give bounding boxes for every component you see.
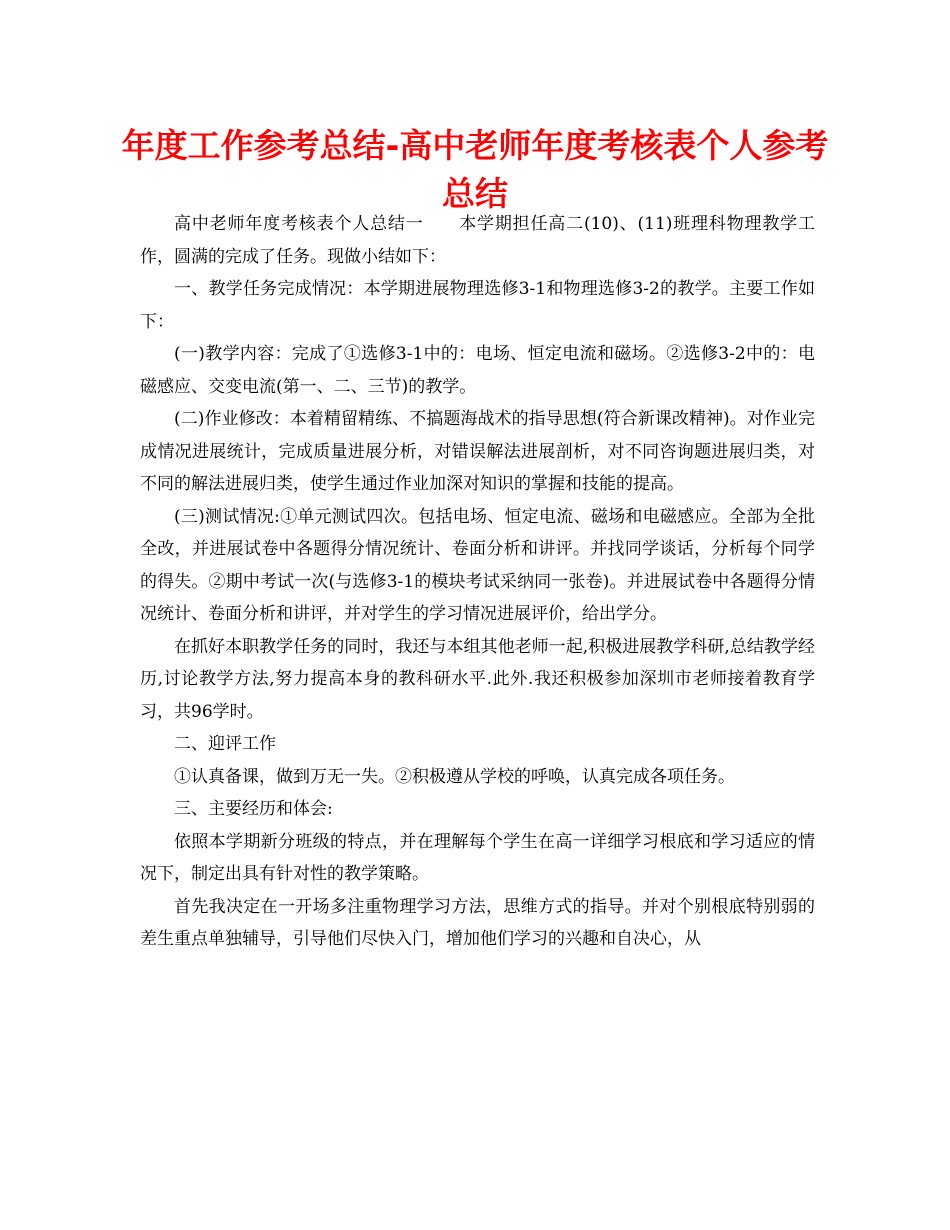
paragraph: 依照本学期新分班级的特点，并在理解每个学生在高一详细学习根底和学习适应的情况下，制定出具有针对性的教学策略。 <box>140 831 815 884</box>
paragraph: (二)作业修改：本着精留精练、不搞题海战术的指导思想(符合新课改精神)。对作业完成情况进展统计，完成质量进展分析，对错误解法进展剖析，对不同咨询题进展归类，对不同的解法进展归类，使学生通过作业加深对知识的掌握和技能的提高。 <box>140 409 815 494</box>
paragraph: 一、教学任务完成情况：本学期进展物理选修3-1和物理选修3-2的教学。主要工作如下： <box>140 279 815 332</box>
paragraph: (一)教学内容：完成了①选修3-1中的：电场、恒定电流和磁场。②选修3-2中的：电磁感应、交变电流(第一、二、三节)的教学。 <box>140 344 815 397</box>
document-body <box>140 208 815 956</box>
paragraph: 首先我决定在一开场多注重物理学习方法，思维方式的指导。并对个别根底特别弱的差生重点单独辅导，引导他们尽快入门，增加他们学习的兴趣和自决心，从 <box>140 896 815 949</box>
paragraph: 高中老师年度考核表个人总结一 本学期担任高二(10)、(11)班理科物理教学工作，圆满的完成了任务。现做小结如下： <box>140 214 815 267</box>
section-heading: 三、主要经历和体会: <box>174 799 333 819</box>
paragraph: ①认真备课，做到万无一失。②积极遵从学校的呼唤，认真完成各项任务。 <box>174 766 735 787</box>
paragraph: 在抓好本职教学任务的同时，我还与本组其他老师一起,积极进展教学科研,总结教学经历,讨论教学方法,努力提高本身的教科研水平.此外.我还积极参加深圳市老师接着教育学习，共96学时。 <box>140 636 815 722</box>
section-heading: 二、迎评工作 <box>174 734 276 754</box>
document-title: 年度工作参考总结-高中老师年度考核表个人参考总结 <box>121 126 829 213</box>
paragraph: (三)测试情况:①单元测试四次。包括电场、恒定电流、磁场和电磁感应。全部为全批全改，并进展试卷中各题得分情况统计、卷面分析和讲评。并找同学谈话，分析每个同学的得失。②期中考试一次(与选修3-1的模块考试采纳同一张卷)。并进展试卷中各题得分情况统计、卷面分析和讲评，并对学生的学习情况进展评价，给出学分。 <box>140 506 815 624</box>
